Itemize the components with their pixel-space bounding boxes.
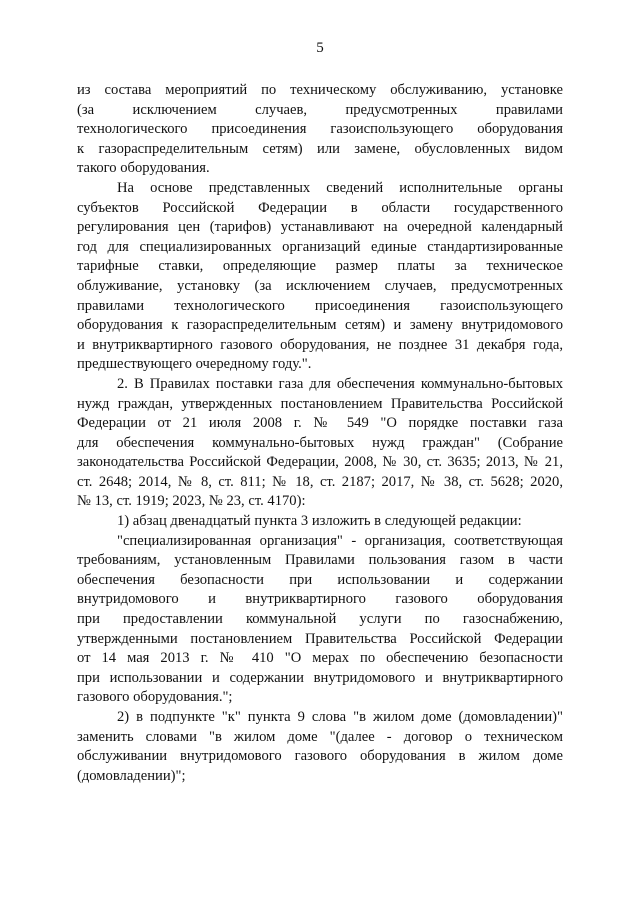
text-line: законодательства Российской Федерации, 2008, № 30, ст. 3635; 2013, № 21, (77, 454, 563, 471)
document-body (77, 81, 563, 786)
text-line: к газораспределительным сетям) или замене, обусловленных видом (77, 140, 563, 157)
text-line: и внутриквартирного газового оборудования, не позднее 31 декабря года, (77, 336, 563, 353)
text-line: 2. В Правилах поставки газа для обеспечения коммунально-бытовых (117, 375, 563, 392)
paragraph-subitem-2 (77, 708, 563, 786)
text-line: для обеспечения коммунально-бытовых нужд граждан" (Собрание (77, 434, 563, 451)
text-line: такого оборудования. (77, 160, 210, 177)
text-line: тарифные ставки, определяющие размер платы за техническое (77, 258, 563, 275)
text-line: облуживание, установку (за исключением случаев, предусмотренных (77, 277, 563, 294)
text-line: 2) в подпункте "к" пункта 9 слова "в жилом доме (домовладении)" (117, 709, 563, 725)
text-line: от 14 мая 2013 г. № 410 "О мерах по обеспечению безопасности (77, 650, 563, 667)
text-line: регулирования цен (тарифов) устанавливают на очередной календарный (77, 219, 563, 236)
text-line: внутридомового и внутриквартирного газового оборудования (77, 591, 563, 608)
text-line: субъектов Российской Федерации в области государственного (77, 199, 563, 216)
text-line: (за исключением случаев, предусмотренных правилами (77, 101, 563, 118)
text-line: правилами технологического присоединения газоиспользующего (77, 297, 563, 314)
text-line: (домовладении)"; (77, 767, 186, 784)
paragraph-definition (77, 532, 563, 708)
text-line: при использовании и содержании внутридомового и внутриквартирного (77, 669, 563, 686)
text-line: при предоставлении коммунальной услуги по газоснабжению, (77, 611, 563, 628)
text-line: газового оборудования."; (77, 689, 233, 706)
text-line: нужд граждан, утвержденных постановлением Правительства Российской (77, 395, 563, 412)
text-line: Федерации от 21 июля 2008 г. № 549 "О порядке поставки газа (77, 415, 563, 432)
text-line: обеспечения безопасности при использовании и содержании (77, 571, 563, 588)
text-line: год для специализированных организаций единые стандартизированные (77, 238, 563, 255)
text-line: технологического присоединения газоиспользующего оборудования (77, 121, 563, 138)
text-line: из состава мероприятий по техническому обслуживанию, установке (77, 82, 563, 98)
text-line: "специализированная организация" - организация, соответствующая (117, 532, 563, 549)
text-line: ст. 2648; 2014, № 8, ст. 811; № 18, ст. 2187; 2017, № 38, ст. 5628; 2020, (77, 473, 563, 490)
page-number: 5 (316, 40, 324, 56)
text-line: утвержденными постановлением Правительства Российской Федерации (77, 630, 563, 647)
text-line: предшествующего очередному году.". (77, 356, 312, 373)
text-line: требованиям, установленным Правилами пользования газом в части (77, 552, 563, 569)
paragraph-subitem-1 (77, 512, 563, 532)
paragraph-item-2 (77, 375, 563, 512)
text-line: № 13, ст. 1919; 2023, № 23, ст. 4170): (77, 493, 306, 510)
text-line: обслуживании внутридомового газового оборудования в жилом доме (77, 748, 563, 765)
paragraph-continuation (77, 81, 563, 179)
text-line: 1) абзац двенадцатый пункта 3 изложить в следующей редакции: (117, 513, 522, 530)
text-line: заменить словами "в жилом доме "(далее - договор о техническом (77, 728, 563, 745)
text-line: На основе представленных сведений исполнительные органы (117, 179, 563, 196)
text-line: оборудования к газораспределительным сетям) и замену внутридомового (77, 317, 563, 334)
paragraph-tariffs (77, 179, 563, 375)
